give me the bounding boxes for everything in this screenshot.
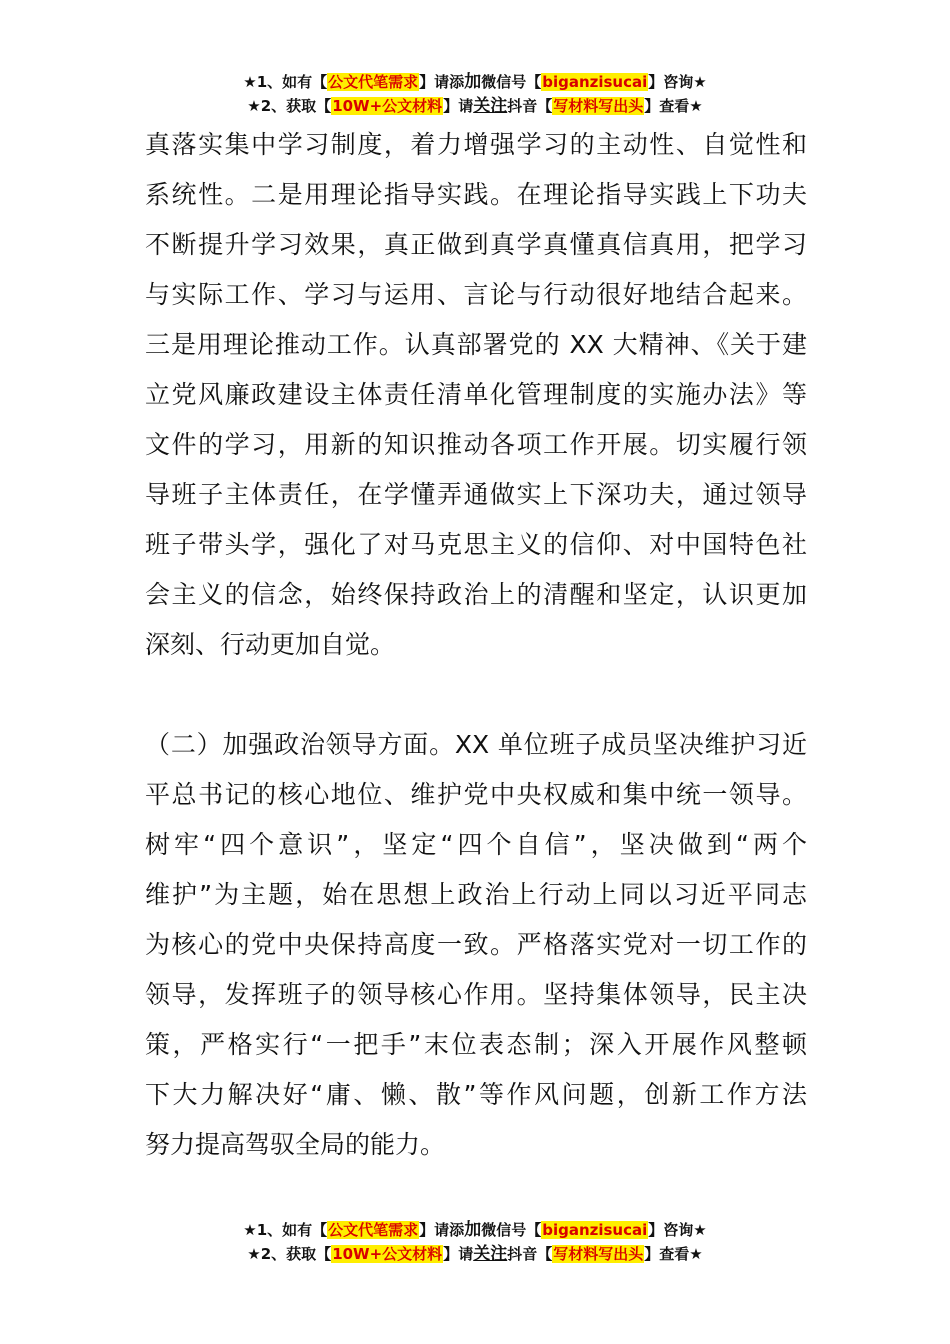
- banner-highlight: biganzisucai: [542, 1221, 648, 1239]
- banner-text: 微信号【: [481, 1221, 542, 1239]
- banner-emphasis: 加: [464, 1220, 482, 1240]
- banner-emphasis: 加: [464, 72, 482, 92]
- banner-text: 】咨询★: [648, 73, 707, 91]
- banner-line-2: [0, 94, 950, 118]
- banner-text: ★2、获取【: [247, 97, 332, 115]
- banner-highlight: 公文代笔需求: [328, 73, 419, 91]
- paragraph-gap: [145, 670, 807, 720]
- banner-text: 】咨询★: [648, 1221, 707, 1239]
- text-line: 努力提高驾驭全局的能力。: [145, 1130, 446, 1159]
- text-line: 会主义的信念，始终保持政治上的清醒和坚定，认识更加: [145, 580, 807, 609]
- text-line: 维护”为主题，始在思想上政治上行动上同以习近平同志: [145, 880, 807, 909]
- banner-line-1: [0, 1218, 950, 1242]
- banner-emphasis: 关注: [473, 1244, 508, 1264]
- text-line: 不断提升学习效果，真正做到真学真懂真信真用，把学习: [145, 230, 807, 259]
- text-line: 班子带头学，强化了对马克思主义的信仰、对中国特色社: [145, 530, 807, 559]
- text-line: 文件的学习，用新的知识推动各项工作开展。切实履行领: [145, 430, 807, 459]
- text-line: 与实际工作、学习与运用、言论与行动很好地结合起来。: [145, 280, 807, 309]
- banner-text: ★1、如有【: [243, 1221, 328, 1239]
- banner-text: 】查看★: [644, 97, 703, 115]
- paragraph-1: [145, 120, 807, 670]
- banner-text: 】查看★: [644, 1245, 703, 1263]
- banner-text: 】请: [443, 1245, 474, 1263]
- text-line: 三是用理论推动工作。认真部署党的 XX 大精神、《关于建: [145, 330, 807, 359]
- document-body: [145, 120, 807, 1170]
- banner-text: 】请添: [419, 73, 465, 91]
- footer-banner: [0, 1218, 950, 1266]
- banner-highlight: biganzisucai: [542, 73, 648, 91]
- text-line: 策，严格实行“一把手”末位表态制；深入开展作风整顿: [145, 1030, 807, 1059]
- banner-text: ★2、获取【: [247, 1245, 332, 1263]
- text-line: 领导，发挥班子的领导核心作用。坚持集体领导，民主决: [145, 980, 807, 1009]
- text-line: 平总书记的核心地位、维护党中央权威和集中统一领导。: [145, 780, 807, 809]
- banner-text: 】请添: [419, 1221, 465, 1239]
- banner-text: ★1、如有【: [243, 73, 328, 91]
- banner-highlight: 公文代笔需求: [328, 1221, 419, 1239]
- text-line: 真落实集中学习制度，着力增强学习的主动性、自觉性和: [145, 130, 807, 159]
- banner-emphasis: 关注: [473, 96, 508, 116]
- text-line: 树牢“四个意识”，坚定“四个自信”，坚决做到“两个: [145, 830, 807, 859]
- text-line: 下大力解决好“庸、懒、散”等作风问题，创新工作方法: [145, 1080, 807, 1109]
- text-line: 为核心的党中央保持高度一致。严格落实党对一切工作的: [145, 930, 807, 959]
- text-line: 系统性。二是用理论指导实践。在理论指导实践上下功夫: [145, 180, 807, 209]
- banner-text: 】请: [443, 97, 474, 115]
- banner-text: 微信号【: [481, 73, 542, 91]
- banner-line-2: [0, 1242, 950, 1266]
- banner-text: 抖音【: [507, 1245, 553, 1263]
- banner-highlight: 写材料写出头: [553, 97, 644, 115]
- banner-highlight: 10W+公文材料: [332, 1245, 443, 1263]
- text-line: 深刻、行动更加自觉。: [145, 630, 396, 659]
- banner-highlight: 10W+公文材料: [332, 97, 443, 115]
- header-banner: [0, 70, 950, 118]
- banner-highlight: 写材料写出头: [553, 1245, 644, 1263]
- text-line: （二）加强政治领导方面。XX 单位班子成员坚决维护习近: [145, 730, 807, 759]
- text-line: 导班子主体责任，在学懂弄通做实上下深功夫，通过领导: [145, 480, 807, 509]
- banner-text: 抖音【: [507, 97, 553, 115]
- text-line: 立党风廉政建设主体责任清单化管理制度的实施办法》等: [145, 380, 807, 409]
- paragraph-2: [145, 720, 807, 1170]
- banner-line-1: [0, 70, 950, 94]
